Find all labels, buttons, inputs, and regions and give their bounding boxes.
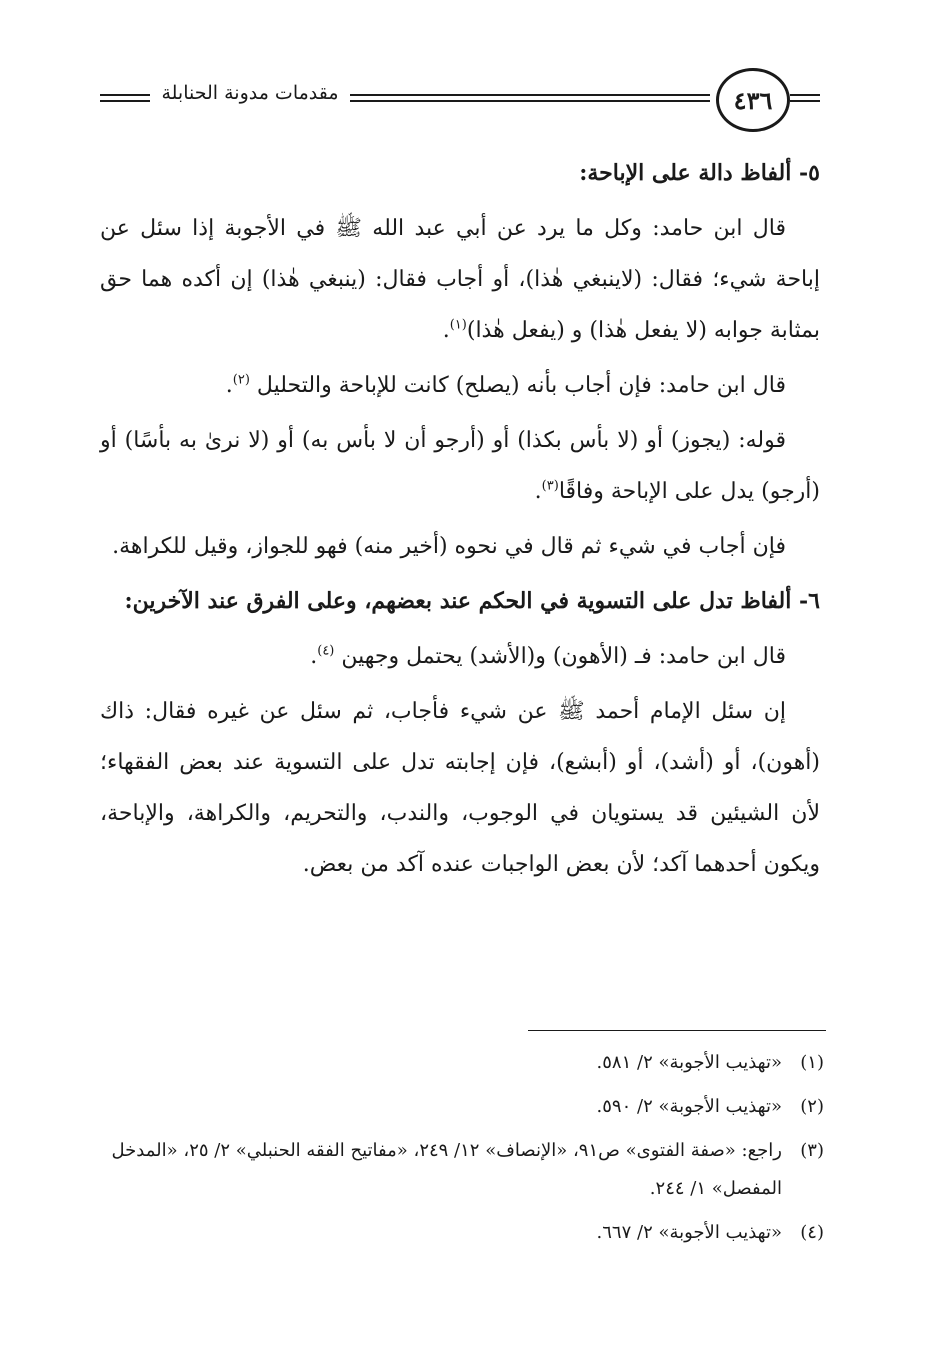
footnote-number: (١) bbox=[800, 1052, 824, 1073]
paragraph-1-text: قال ابن حامد: وكل ما يرد عن أبي عبد الله ﷺ في الأجوبة إذا سئل عن إباحة شيء؛ فقال: (لاينبغي هٰذا)، أو أجاب فقال: (ينبغي هٰذا) إن أكده هما حق بمثابة جوابه (لا يفعل هٰذا) و (يفعل هٰذا) bbox=[100, 216, 820, 343]
header-rule-right bbox=[790, 94, 820, 102]
footnote-item bbox=[100, 1214, 824, 1252]
paragraph-3: قوله: (يجوز) أو (لا بأس بكذا) أو (أرجو أن لا بأس به) أو (لا نرىٰ به بأسًا) أو (أرجو) يدل على الإباحة وفاقًا$^{(٣)}$. bbox=[100, 428, 820, 504]
footnote-number: (٢) bbox=[800, 1096, 824, 1117]
paragraph-3-text: قوله: (يجوز) أو (لا بأس بكذا) أو (أرجو أن لا بأس به) أو (لا نرىٰ به بأسًا) أو (أرجو) يدل على الإباحة وفاقًا bbox=[100, 428, 820, 504]
header-rule-middle bbox=[350, 94, 710, 102]
header-rule-left bbox=[100, 94, 150, 102]
main-text bbox=[100, 148, 820, 894]
footnote-ref-4: (٤) bbox=[317, 643, 335, 659]
footnote-ref-3: (٣) bbox=[541, 478, 559, 494]
footnote-ref-1: (١) bbox=[449, 317, 467, 333]
paragraph-2: قال ابن حامد: فإن أجاب بأنه (يصلح) كانت للإباحة والتحليل $^{(٢)}$. bbox=[225, 372, 786, 398]
section-heading-6: ٦- ألفاظ تدل على التسوية في الحكم عند بعضهم، وعلى الفرق عند الآخرين: bbox=[124, 588, 820, 614]
footnote-number: (٣) bbox=[800, 1140, 824, 1161]
page-header bbox=[100, 66, 820, 130]
footnote-text: «تهذيب الأجوبة» ٢/ ٦٦٧. bbox=[596, 1222, 782, 1243]
paragraph-4: فإن أجاب في شيء ثم قال في نحوه (أخير منه) فهو للجواز، وقيل للكراهة. bbox=[112, 534, 786, 559]
footnote-text: راجع: «صفة الفتوى» ص٩١، «الإنصاف» ١٢/ ٢٤٩، «مفاتيح الفقه الحنبلي» ٢/ ٢٥، «المدخل المفصل» ١/ ٢٤٤. bbox=[111, 1140, 782, 1199]
footnote-text: «تهذيب الأجوبة» ٢/ ٥٨١. bbox=[596, 1052, 782, 1073]
paragraph-6: إن سئل الإمام أحمد ﷺ عن شيء فأجاب، ثم سئل عن غيره فقال: ذاك (أهون)، أو (أشد)، أو (أبشع)، فإن إجابته تدل على التسوية عند بعض الفقهاء؛ لأن الشيئين قد يستويان في الوجوب، والندب، والتحريم، والكراهة، والإباحة، ويكون أحدهما آكد؛ لأن بعض الواجبات عنده آكد من بعض. bbox=[100, 699, 820, 877]
section-heading-5: ٥- ألفاظ دالة على الإباحة: bbox=[579, 160, 820, 186]
footnote-item bbox=[100, 1132, 824, 1208]
paragraph-5-text: قال ابن حامد: فـ (الأهون) و(الأشد) يحتمل وجهين bbox=[341, 644, 786, 669]
footnote-separator bbox=[528, 1030, 826, 1031]
page-number: ٤٣٦ bbox=[716, 68, 790, 132]
paragraph-5: قال ابن حامد: فـ (الأهون) و(الأشد) يحتمل وجهين $^{(٤)}$. bbox=[310, 643, 786, 669]
footnote-item bbox=[100, 1044, 824, 1082]
running-title: مقدمات مدونة الحنابلة bbox=[161, 82, 339, 104]
paragraph-2-text: قال ابن حامد: فإن أجاب بأنه (يصلح) كانت للإباحة والتحليل bbox=[256, 373, 786, 398]
footnote-text: «تهذيب الأجوبة» ٢/ ٥٩٠. bbox=[596, 1096, 782, 1117]
footnote-ref-2: (٢) bbox=[232, 372, 250, 388]
paragraph-1: قال ابن حامد: وكل ما يرد عن أبي عبد الله ﷺ في الأجوبة إذا سئل عن إباحة شيء؛ فقال: (لاينبغي هٰذا)، أو أجاب فقال: (ينبغي هٰذا) إن أكده هما حق بمثابة جوابه (لا يفعل هٰذا) و (يفعل هٰذا)$^{(١)}$. bbox=[100, 216, 820, 343]
footnote-item bbox=[100, 1088, 824, 1126]
footnotes bbox=[100, 1044, 824, 1258]
footnote-number: (٤) bbox=[800, 1222, 824, 1243]
